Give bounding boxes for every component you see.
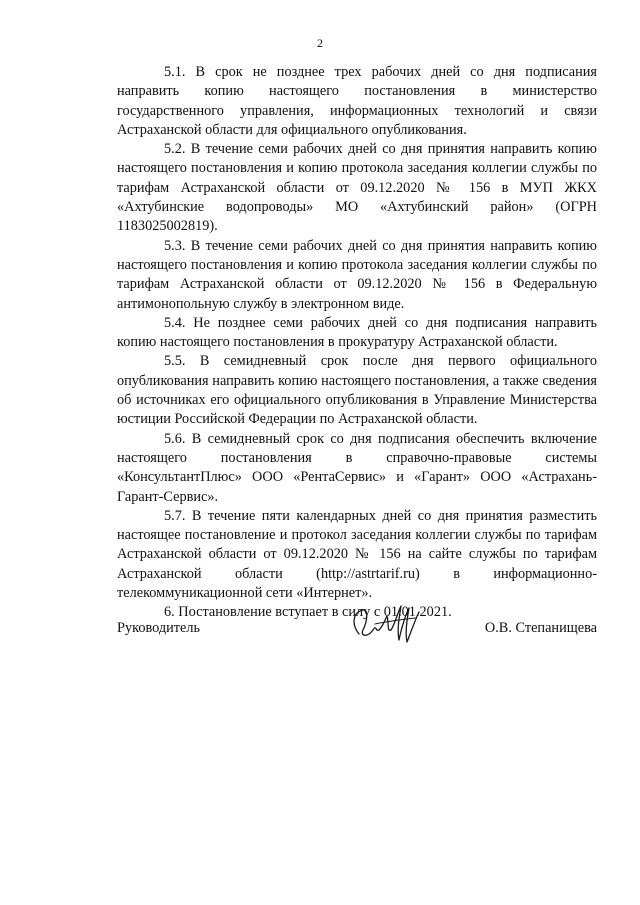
paragraph-5-7: 5.7. В течение пяти календарных дней со дня принятия разместить настоящее постановление и протокол заседания коллегии службы по тарифам Астраханской области от 09.12.2020 № 156 на сайте службы по тарифам Астраханской области (http://astrtarif.ru) в информационно-телекоммуникационной сети «Интернет». <box>117 507 597 602</box>
paragraph-5-4: 5.4. Не позднее семи рабочих дней со дня подписания направить копию настоящего постановления в прокуратуру Астраханской области. <box>117 314 597 351</box>
page-number: 2 <box>317 36 323 50</box>
handwritten-signature <box>345 594 425 650</box>
paragraph-5-1: 5.1. В срок не позднее трех рабочих дней со дня подписания направить копию настоящего постановления в министерство государственного управления, информационных технологий и связи Астраханской области для официального опубликования. <box>117 64 597 138</box>
paragraph-5-5: 5.5. В семидневный срок после дня первого официального опубликования направить копию настоящего постановления, а также сведения об источниках его официального опубликования в Управление Министерства юстиции Российской Федерации по Астраханской области. <box>117 353 597 428</box>
document-body <box>117 63 597 623</box>
paragraph-5-6: 5.6. В семидневный срок со дня подписания обеспечить включение настоящего постановления в справочно-правовые системы «КонсультантПлюс» ООО «РентаСервис» и «Гарант» ООО «Астрахань-Гарант-Сервис». <box>117 430 597 505</box>
paragraph-5-3: 5.3. В течение семи рабочих дней со дня принятия направить копию настоящего постановления и копию протокола заседания коллегии службы по тарифам Астраханской области от 09.12.2020 № 156 в Федеральную антимонопольную службу в электронном виде. <box>117 237 597 312</box>
paragraph-6: 6. Постановление вступает в силу с 01.01.2021. <box>164 604 452 621</box>
paragraph-5-2: 5.2. В течение семи рабочих дней со дня принятия направить копию настоящего постановления и копию протокола заседания коллегии службы по тарифам Астраханской области от 09.12.2020 № 156 в МУП ЖКХ «Ахтубинские водопроводы» МО «Ахтубинский район» (ОГРН 1183025002819). <box>117 141 597 235</box>
signature-block <box>117 594 597 654</box>
signatory-name: О.В. Степанищева <box>484 620 597 636</box>
signatory-title: Руководитель <box>117 620 201 636</box>
